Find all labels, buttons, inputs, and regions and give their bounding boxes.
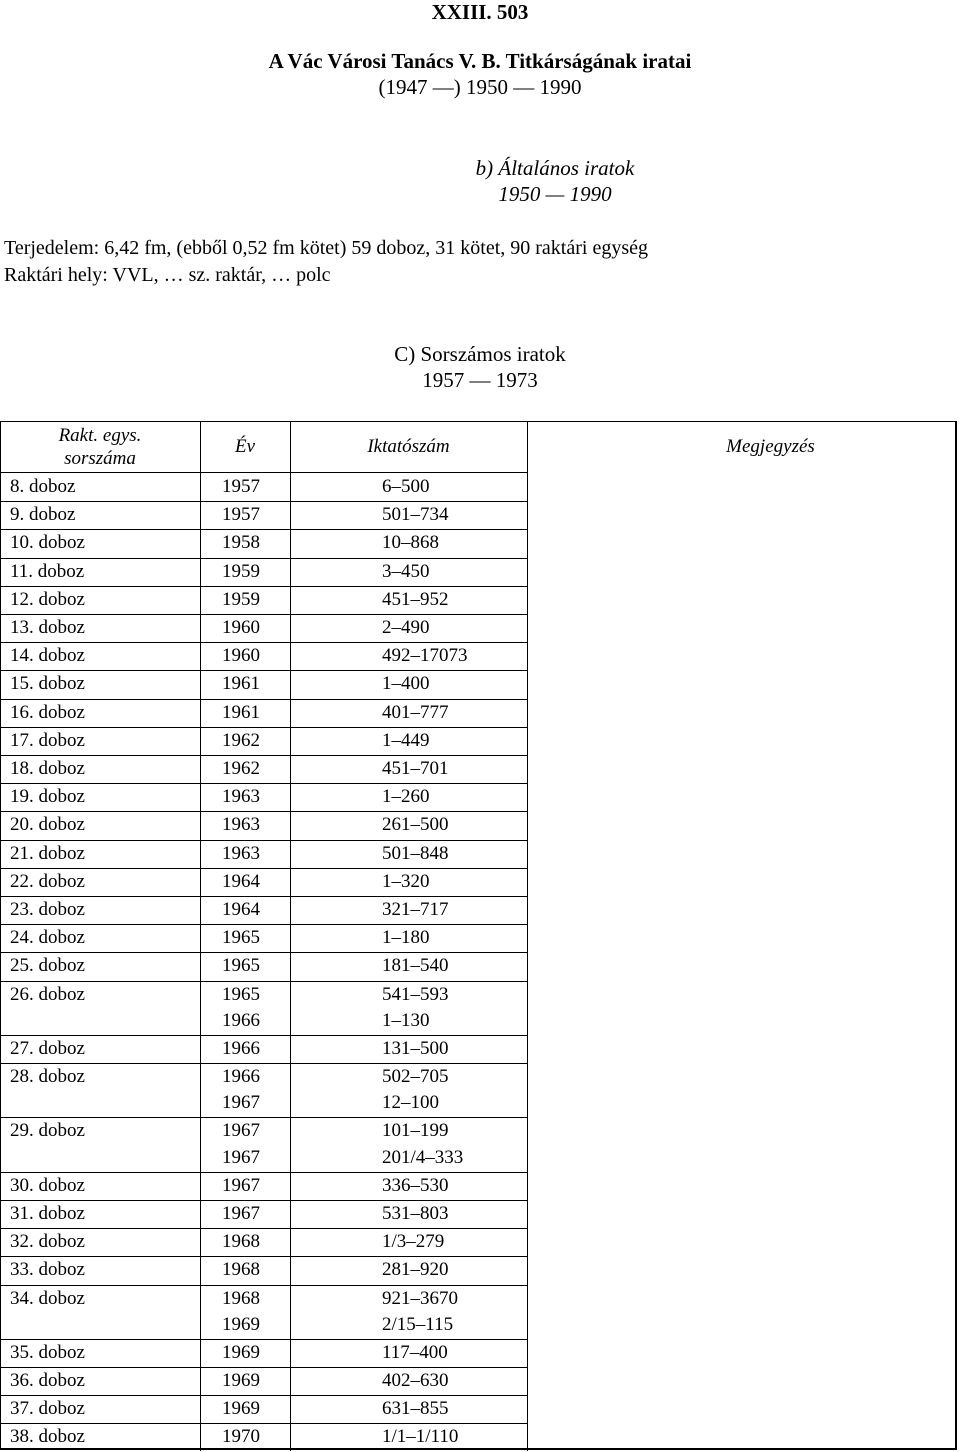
cell-year: 1962 <box>222 758 260 779</box>
series-years: 1957 — 1973 <box>422 368 538 392</box>
cell-unit: 27. doboz <box>10 1038 85 1059</box>
cell-year: 1969 <box>222 1370 260 1391</box>
cell-year: 1958 <box>222 532 260 553</box>
cell-year: 1959 <box>222 561 260 582</box>
cell-year: 1967 <box>222 1203 260 1224</box>
cell-year: 1965 <box>222 955 260 976</box>
cell-year: 1968 <box>222 1231 260 1252</box>
cell-unit: 15. doboz <box>10 673 85 694</box>
cell-file-number: 12–100 <box>382 1092 439 1113</box>
cell-year: 1961 <box>222 702 260 723</box>
cell-file-number: 2/15–115 <box>382 1314 454 1335</box>
cell-year: 1966 <box>222 1066 260 1087</box>
cell-file-number: 401–777 <box>382 702 449 723</box>
cell-year: 1957 <box>222 476 260 497</box>
cell-year: 1970 <box>222 1426 260 1447</box>
cell-unit: 11. doboz <box>10 561 85 582</box>
cell-file-number: 1–400 <box>382 673 430 694</box>
cell-year: 1962 <box>222 730 260 751</box>
cell-year: 1968 <box>222 1259 260 1280</box>
cell-unit: 14. doboz <box>10 645 85 666</box>
header-divider <box>0 472 527 473</box>
cell-file-number: 921–3670 <box>382 1288 458 1309</box>
cell-unit: 8. doboz <box>10 476 76 497</box>
cell-year: 1968 <box>222 1288 260 1309</box>
cell-year: 1960 <box>222 617 260 638</box>
cell-unit: 21. doboz <box>10 843 85 864</box>
cell-file-number: 1–449 <box>382 730 430 751</box>
cell-year: 1965 <box>222 927 260 948</box>
cell-unit: 31. doboz <box>10 1203 85 1224</box>
cell-file-number: 6–500 <box>382 476 430 497</box>
cell-unit: 37. doboz <box>10 1398 85 1419</box>
series-title: C) Sorszámos iratok <box>394 342 566 366</box>
cell-file-number: 181–540 <box>382 955 449 976</box>
cell-file-number: 631–855 <box>382 1398 449 1419</box>
cell-file-number: 501–848 <box>382 843 449 864</box>
subsection-title: b) Általános iratok <box>475 156 635 180</box>
cell-file-number: 502–705 <box>382 1066 449 1087</box>
cell-file-number: 261–500 <box>382 814 449 835</box>
column-divider <box>290 421 291 1451</box>
cell-unit: 22. doboz <box>10 871 85 892</box>
cell-file-number: 451–701 <box>382 758 449 779</box>
cell-file-number: 1–260 <box>382 786 430 807</box>
cell-file-number: 131–500 <box>382 1038 449 1059</box>
cell-year: 1961 <box>222 673 260 694</box>
cell-file-number: 402–630 <box>382 1370 449 1391</box>
cell-year: 1966 <box>222 1010 260 1031</box>
cell-year: 1964 <box>222 899 260 920</box>
cell-file-number: 501–734 <box>382 504 449 525</box>
cell-file-number: 10–868 <box>382 532 439 553</box>
cell-unit: 29. doboz <box>10 1120 85 1141</box>
location-text: Raktári hely: VVL, … sz. raktár, … polc <box>4 264 331 286</box>
cell-unit: 32. doboz <box>10 1231 85 1252</box>
cell-year: 1969 <box>222 1398 260 1419</box>
cell-unit: 18. doboz <box>10 758 85 779</box>
cell-year: 1967 <box>222 1120 260 1141</box>
cell-unit: 19. doboz <box>10 786 85 807</box>
cell-unit: 34. doboz <box>10 1288 85 1309</box>
subsection-years: 1950 — 1990 <box>498 182 612 206</box>
cell-file-number: 201/4–333 <box>382 1147 464 1168</box>
cell-year: 1965 <box>222 984 260 1005</box>
cell-year: 1957 <box>222 504 260 525</box>
cell-year: 1964 <box>222 871 260 892</box>
cell-unit: 25. doboz <box>10 955 85 976</box>
cell-unit: 33. doboz <box>10 1259 85 1280</box>
header-note: Megjegyzés <box>726 436 815 457</box>
cell-unit: 9. doboz <box>10 504 76 525</box>
header-year: Év <box>234 436 256 457</box>
document-title: A Vác Városi Tanács V. B. Titkárságának iratai <box>268 49 692 73</box>
cell-file-number: 451–952 <box>382 589 449 610</box>
cell-unit: 17. doboz <box>10 730 85 751</box>
cell-unit: 20. doboz <box>10 814 85 835</box>
cell-unit: 10. doboz <box>10 532 85 553</box>
cell-file-number: 1–320 <box>382 871 430 892</box>
cell-year: 1967 <box>222 1175 260 1196</box>
cell-file-number: 321–717 <box>382 899 449 920</box>
cell-year: 1967 <box>222 1147 260 1168</box>
records-table <box>0 421 957 1450</box>
document-years: (1947 —) 1950 — 1990 <box>378 75 582 99</box>
cell-file-number: 3–450 <box>382 561 430 582</box>
cell-file-number: 531–803 <box>382 1203 449 1224</box>
header-unit-line1: Rakt. egys. <box>58 425 142 446</box>
cell-unit: 13. doboz <box>10 617 85 638</box>
cell-unit: 23. doboz <box>10 899 85 920</box>
cell-unit: 35. doboz <box>10 1342 85 1363</box>
cell-unit: 26. doboz <box>10 984 85 1005</box>
cell-unit: 16. doboz <box>10 702 85 723</box>
cell-year: 1959 <box>222 589 260 610</box>
cell-year: 1960 <box>222 645 260 666</box>
cell-file-number: 492–17073 <box>382 645 468 666</box>
cell-file-number: 1/3–279 <box>382 1231 445 1252</box>
cell-year: 1969 <box>222 1342 260 1363</box>
cell-unit: 30. doboz <box>10 1175 85 1196</box>
cell-file-number: 1–180 <box>382 927 430 948</box>
cell-unit: 12. doboz <box>10 589 85 610</box>
header-unit-line2: sorszáma <box>64 448 136 469</box>
column-divider <box>200 421 201 1451</box>
extent-text: Terjedelem: 6,42 fm, (ebből 0,52 fm kötet) 59 doboz, 31 kötet, 90 raktári egység <box>4 237 648 259</box>
column-divider <box>527 421 528 1451</box>
cell-file-number: 336–530 <box>382 1175 449 1196</box>
cell-unit: 28. doboz <box>10 1066 85 1087</box>
cell-file-number: 117–400 <box>382 1342 448 1363</box>
cell-year: 1966 <box>222 1038 260 1059</box>
cell-year: 1963 <box>222 814 260 835</box>
cell-file-number: 1/1–1/110 <box>382 1426 459 1447</box>
cell-file-number: 541–593 <box>382 984 449 1005</box>
document-code: XXIII. 503 <box>431 0 529 24</box>
cell-year: 1969 <box>222 1314 260 1335</box>
cell-year: 1967 <box>222 1092 260 1113</box>
cell-file-number: 281–920 <box>382 1259 449 1280</box>
cell-unit: 24. doboz <box>10 927 85 948</box>
cell-unit: 36. doboz <box>10 1370 85 1391</box>
cell-year: 1963 <box>222 843 260 864</box>
cell-file-number: 1–130 <box>382 1010 430 1031</box>
cell-file-number: 2–490 <box>382 617 430 638</box>
cell-file-number: 101–199 <box>382 1120 449 1141</box>
header-file-number: Iktatószám <box>367 436 450 457</box>
cell-unit: 38. doboz <box>10 1426 85 1447</box>
cell-year: 1963 <box>222 786 260 807</box>
